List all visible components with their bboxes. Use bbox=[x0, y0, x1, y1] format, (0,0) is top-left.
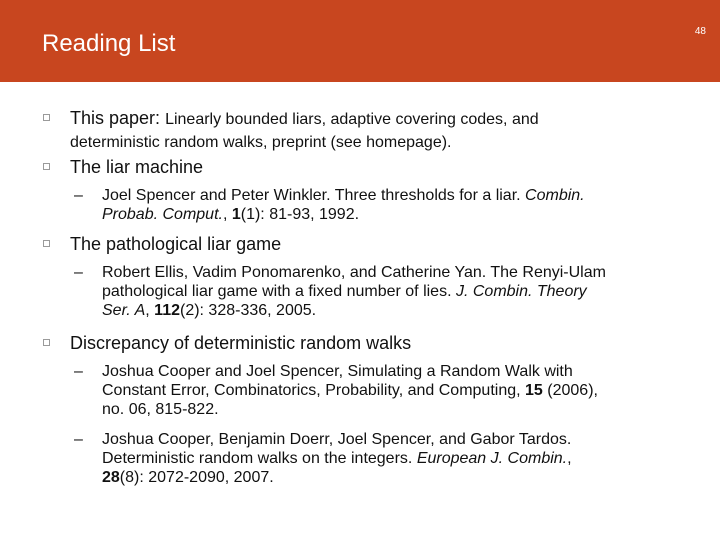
bullet-label: The pathological liar game bbox=[70, 234, 282, 254]
ref-text: pathological liar game with a fixed number of lies. bbox=[102, 283, 452, 300]
dash-bullet: – bbox=[74, 187, 83, 204]
bullet-liar-machine bbox=[70, 157, 690, 178]
ref-separator: , bbox=[567, 450, 572, 467]
ref-journal-cont: Probab. Comput. bbox=[102, 206, 223, 223]
ref-volume: 15 bbox=[525, 382, 543, 399]
bullet-discrepancy bbox=[70, 333, 690, 354]
reference-ellis-ponomarenko-yan bbox=[74, 263, 682, 320]
ref-journal-cont: Ser. A bbox=[102, 302, 146, 319]
bullet-label: Discrepancy of deterministic random walks bbox=[70, 333, 412, 353]
square-bullet-icon bbox=[43, 339, 50, 346]
ref-journal: Combin. bbox=[525, 187, 585, 204]
ref-pages: (2): 328-336, 2005. bbox=[179, 302, 317, 319]
ref-pages: (8): 2072-2090, 2007. bbox=[119, 469, 274, 486]
ref-volume: 112 bbox=[154, 302, 180, 319]
page-number: 48 bbox=[694, 26, 706, 37]
dash-bullet: – bbox=[74, 363, 83, 380]
ref-volume: 28 bbox=[102, 469, 120, 486]
paper-title: Linearly bounded liars, adaptive covering codes, and bbox=[165, 111, 539, 128]
ref-pages: (1): 81-93, 1992. bbox=[240, 206, 360, 223]
square-bullet-icon bbox=[43, 114, 50, 121]
ref-text: Constant Error, Combinatorics, Probability, and Computing, bbox=[102, 382, 521, 399]
bullet-label: This paper: bbox=[70, 108, 161, 128]
ref-separator: , bbox=[145, 302, 155, 319]
reference-spencer-winkler bbox=[74, 186, 682, 224]
reference-cooper-doerr-spencer-tardos bbox=[74, 430, 682, 487]
square-bullet-icon bbox=[43, 163, 50, 170]
paper-title-continuation: deterministic random walks, preprint (see homepage). bbox=[70, 134, 452, 151]
ref-text: Joel Spencer and Peter Winkler. Three thresholds for a liar. bbox=[102, 187, 521, 204]
square-bullet-icon bbox=[43, 240, 50, 247]
ref-text: Robert Ellis, Vadim Ponomarenko, and Catherine Yan. The Renyi-Ulam bbox=[102, 264, 606, 281]
dash-bullet: – bbox=[74, 264, 83, 281]
ref-separator: , bbox=[222, 206, 232, 223]
ref-journal: J. Combin. Theory bbox=[455, 283, 587, 300]
slide-title: Reading List bbox=[42, 30, 176, 57]
ref-text: Joshua Cooper, Benjamin Doerr, Joel Spencer, and Gabor Tardos. bbox=[102, 431, 572, 448]
title-bar bbox=[0, 0, 720, 82]
ref-volume: 1 bbox=[231, 206, 241, 223]
ref-pages: no. 06, 815-822. bbox=[102, 401, 219, 418]
bullet-this-paper bbox=[70, 108, 690, 130]
reference-cooper-spencer bbox=[74, 362, 682, 419]
ref-journal: European J. Combin. bbox=[416, 450, 568, 467]
dash-bullet: – bbox=[74, 431, 83, 448]
ref-text: Deterministic random walks on the integers. bbox=[102, 450, 413, 467]
bullet-label: The liar machine bbox=[70, 157, 204, 177]
ref-text: Joshua Cooper and Joel Spencer, Simulating a Random Walk with bbox=[102, 363, 573, 380]
ref-year: (2006), bbox=[547, 382, 598, 399]
bullet-pathological-liar-game bbox=[70, 234, 690, 255]
